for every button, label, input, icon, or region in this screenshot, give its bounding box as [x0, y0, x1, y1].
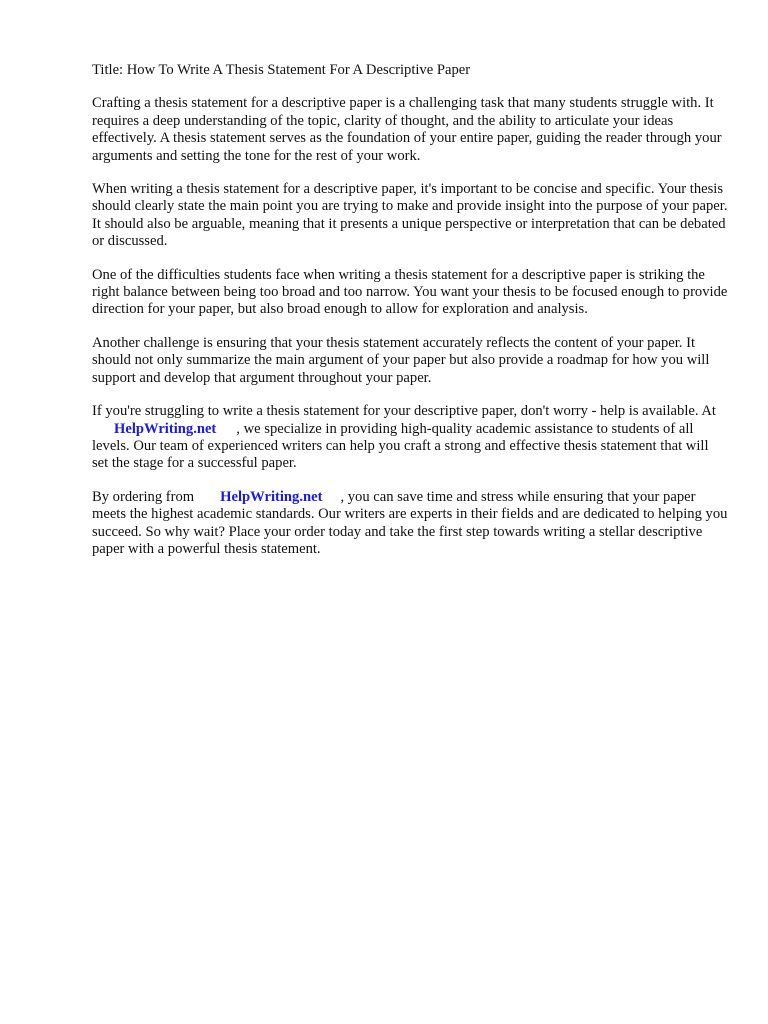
paragraph-help — [92, 403, 728, 473]
helpwriting-link[interactable]: HelpWriting.net — [114, 420, 217, 437]
paragraph-intro: Crafting a thesis statement for a descriptive paper is a challenging task that many students struggle with. It requires a deep understanding of the topic, clarity of thought, and the ability to articulate your ideas effectively. A thesis statement serves as the foundation of your entire paper, guiding the reader through your arguments and setting the tone for the rest of your work. — [92, 95, 722, 164]
document-title: Title: How To Write A Thesis Statement For A Descriptive Paper — [92, 62, 471, 78]
paragraph-help-text-before: If you're struggling to write a thesis statement for your descriptive paper, don't worry - help is available. At — [92, 403, 716, 420]
paragraph-order — [92, 489, 728, 559]
paragraph-concise: When writing a thesis statement for a descriptive paper, it's important to be concise and specific. Your thesis should clearly state the main point you are trying to make and provide insight into the purpose of your paper. It should also be arguable, meaning that it presents a unique perspective or interpretation that can be debated or discussed. — [92, 181, 728, 250]
paragraph-balance: One of the difficulties students face when writing a thesis statement for a descriptive paper is striking the right balance between being too broad and too narrow. You want your thesis to be focused enough to provide direction for your paper, but also broad enough to allow for exploration and analysis. — [92, 266, 728, 318]
paragraph-help-text-after: , we specialize in providing high-quality academic assistance to students of all levels. Our team of experienced writers can help you craft a strong and effective thesis statement that will set the stage for a successful paper. — [92, 420, 709, 472]
paragraph-order-text-after: , you can save time and stress while ensuring that your paper meets the highest academic standards. Our writers are experts in their fields and are dedicated to helping you succeed. So why wait? Place your order today and take the first step towards writing a stellar descriptive paper with a powerful thesis statement. — [92, 488, 728, 557]
paragraph-order-text-before: By ordering from — [92, 488, 195, 505]
paragraph-reflect: Another challenge is ensuring that your thesis statement accurately reflects the content of your paper. It should not only summarize the main argument of your paper but also provide a roadmap for how you will support and develop that argument throughout your paper. — [92, 334, 710, 386]
helpwriting-link-order[interactable]: HelpWriting.net — [220, 488, 323, 505]
